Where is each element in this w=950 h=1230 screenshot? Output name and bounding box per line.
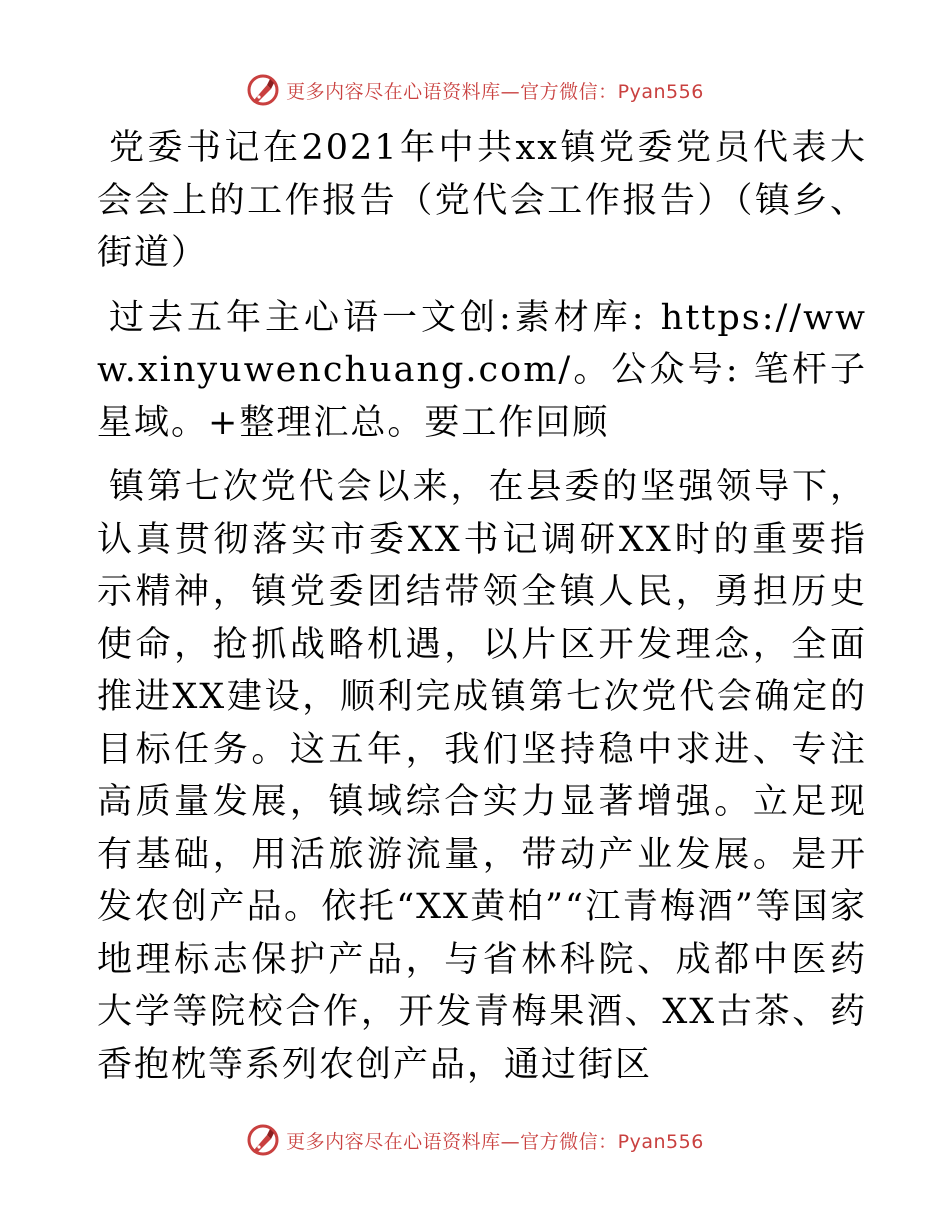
header-banner [0,70,950,110]
header-banner-text: 更多内容尽在心语资料库—官方微信：Pyan556 [286,80,704,103]
footer-banner-text: 更多内容尽在心语资料库—官方微信：Pyan556 [286,1130,704,1153]
footer-banner-content [246,1123,704,1157]
pen-logo-icon [246,1123,280,1157]
document-body [97,122,867,1091]
document-title: 党委书记在2021年中共xx镇党委党员代表大会会上的工作报告（党代会工作报告）（镇乡、街道） [97,128,867,273]
document-subtitle: 过去五年主心语一文创:素材库: https://www.xinyuwenchuang.com/。公众号: 笔杆子星域。+整理汇总。要工作回顾 [97,297,867,443]
pen-logo-icon [246,73,280,107]
header-banner-content [246,73,704,107]
document-paragraph: 镇第七次党代会以来，在县委的坚强领导下，认真贯彻落实市委XX书记调研XX时的重要指示精神，镇党委团结带领全镇人民，勇担历史使命，抢抓战略机遇，以片区开发理念，全面推进XX建设，顺利完成镇第七次党代会确定的目标任务。这五年，我们坚持稳中求进、专注高质量发展，镇域综合实力显著增强。立足现有基础，用活旅游流量，带动产业发展。是开发农创产品。依托“XX黄柏”“江青梅酒”等国家地理标志保护产品，与省林科院、成都中医药大学等院校合作，开发青梅果酒、XX古茶、药香抱枕等系列农创产品，通过街区 [97,467,867,1085]
footer-banner [0,1120,950,1160]
